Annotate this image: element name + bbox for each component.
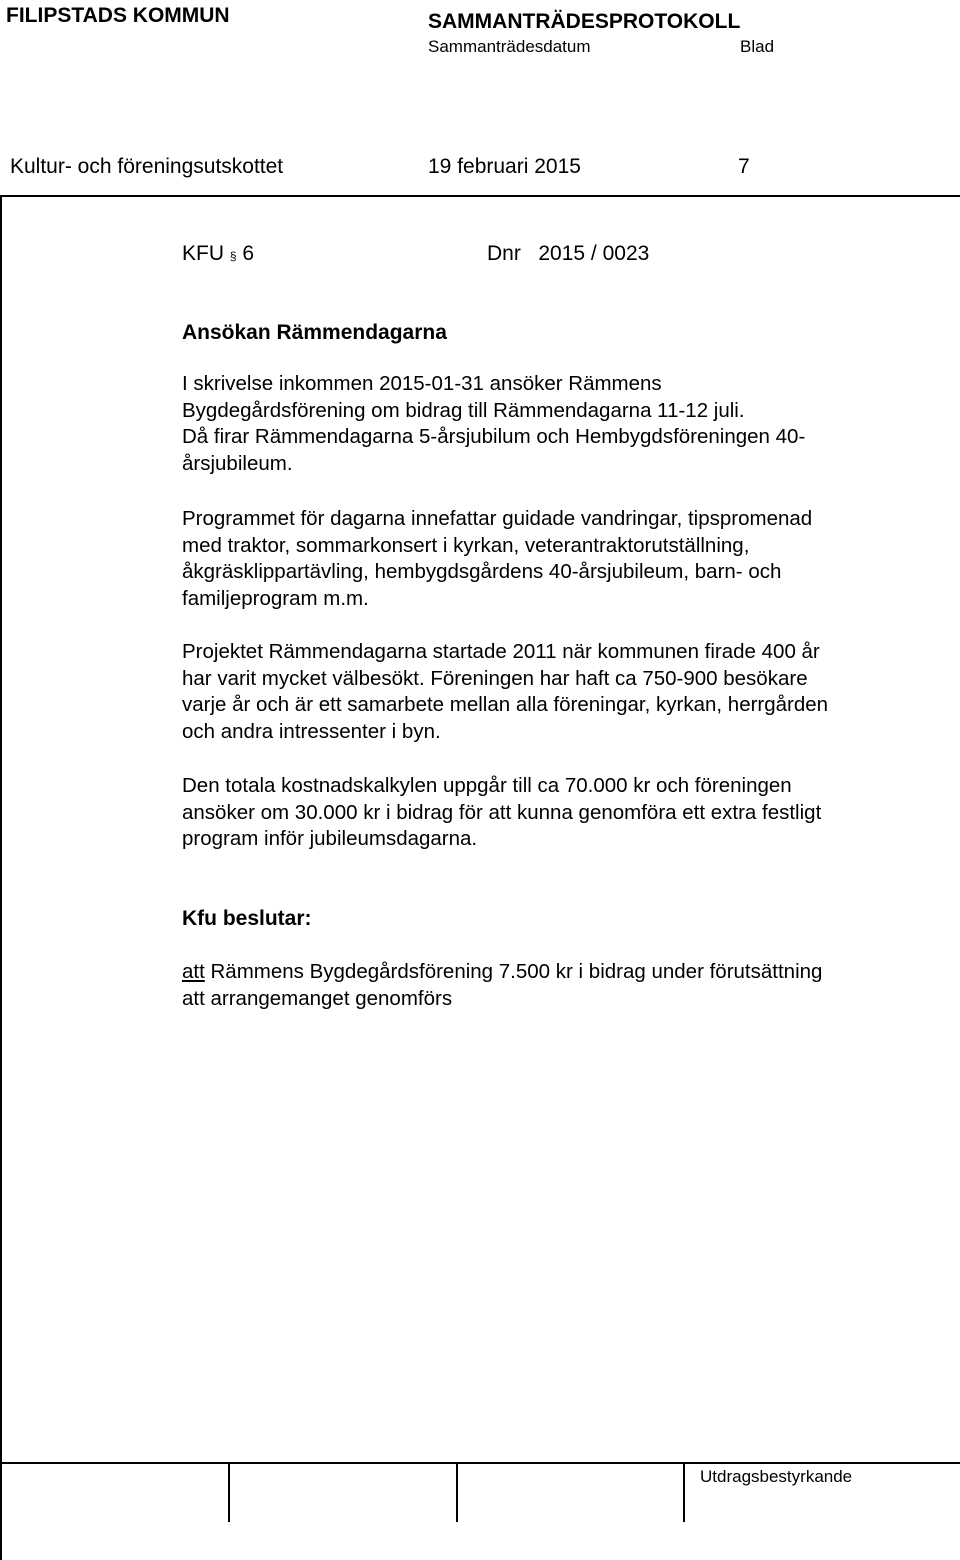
committee-name: Kultur- och föreningsutskottet	[10, 155, 284, 178]
paragraph-line: åkgräsklippartävling, hembygdsgårdens 40-årsjubileum, barn- och	[182, 560, 782, 583]
footer-top-line	[0, 1462, 960, 1464]
decision-heading: Kfu beslutar:	[182, 907, 312, 930]
paragraph-reference	[182, 242, 254, 266]
paragraph-line: har varit mycket välbesökt. Föreningen har haft ca 750-900 besökare	[182, 666, 808, 690]
footer-divider	[228, 1462, 230, 1522]
paragraph-line: varje år och är ett samarbete mellan alla föreningar, kyrkan, herrgården	[182, 693, 829, 716]
dnr-value: 2015 / 0023	[538, 242, 650, 265]
paragraph-line: familjeprogram m.m.	[182, 586, 369, 610]
footer-divider	[456, 1462, 458, 1522]
paragraph-number: 6	[242, 242, 255, 265]
dnr-reference	[487, 242, 649, 266]
decision-text	[182, 959, 922, 1012]
paragraph-line: årsjubileum.	[182, 451, 293, 475]
paragraph-line: med traktor, sommarkonsert i kyrkan, veterantraktorutställning,	[182, 533, 750, 557]
paragraph-line: och andra intressenter i byn.	[182, 719, 441, 743]
paragraph-line: program inför jubileumsdagarna.	[182, 827, 478, 850]
paragraph-line: Bygdegårdsförening om bidrag till Rämmendagarna 11-12 juli.	[182, 398, 745, 422]
certification-label: Utdragsbestyrkande	[700, 1467, 853, 1486]
paragraph-prefix: KFU	[182, 242, 224, 265]
paragraph-line: I skrivelse inkommen 2015-01-31 ansöker Rämmens	[182, 372, 662, 395]
municipality-name: FILIPSTADS KOMMUN	[6, 4, 230, 27]
paragraph-line: Programmet för dagarna innefattar guidade vandringar, tipspromenad	[182, 507, 813, 530]
page-label: Blad	[740, 37, 775, 56]
paragraph-line: Då firar Rämmendagarna 5-årsjubilum och Hembygdsföreningen 40-	[182, 425, 806, 448]
footer-divider	[683, 1462, 685, 1522]
paragraph-1	[182, 371, 922, 477]
decision-line-1	[182, 959, 922, 986]
paragraph-2	[182, 506, 922, 612]
content-frame-top	[0, 195, 960, 197]
paragraph-line: ansöker om 30.000 kr i bidrag för att kunna genomföra ett extra festligt	[182, 800, 822, 824]
case-title: Ansökan Rämmendagarna	[182, 321, 447, 344]
section-symbol: §	[229, 249, 237, 263]
content-frame-left	[0, 195, 2, 1560]
meeting-date-label: Sammanträdesdatum	[428, 37, 591, 56]
dnr-label: Dnr	[487, 242, 521, 265]
att-keyword: att	[182, 960, 205, 983]
paragraph-line: Den totala kostnadskalkylen uppgår till ca 70.000 kr och föreningen	[182, 774, 792, 797]
meeting-date: 19 februari 2015	[428, 155, 581, 178]
page-number: 7	[738, 155, 750, 178]
document-type: SAMMANTRÄDESPROTOKOLL	[428, 10, 741, 33]
paragraph-line: Projektet Rämmendagarna startade 2011 när kommunen firade 400 år	[182, 640, 820, 663]
decision-line-2: att arrangemanget genomförs	[182, 986, 453, 1010]
paragraph-4	[182, 773, 922, 853]
paragraph-3	[182, 639, 922, 745]
decision-line-1-rest: Rämmens Bygdegårdsförening 7.500 kr i bidrag under förutsättning	[204, 960, 823, 983]
